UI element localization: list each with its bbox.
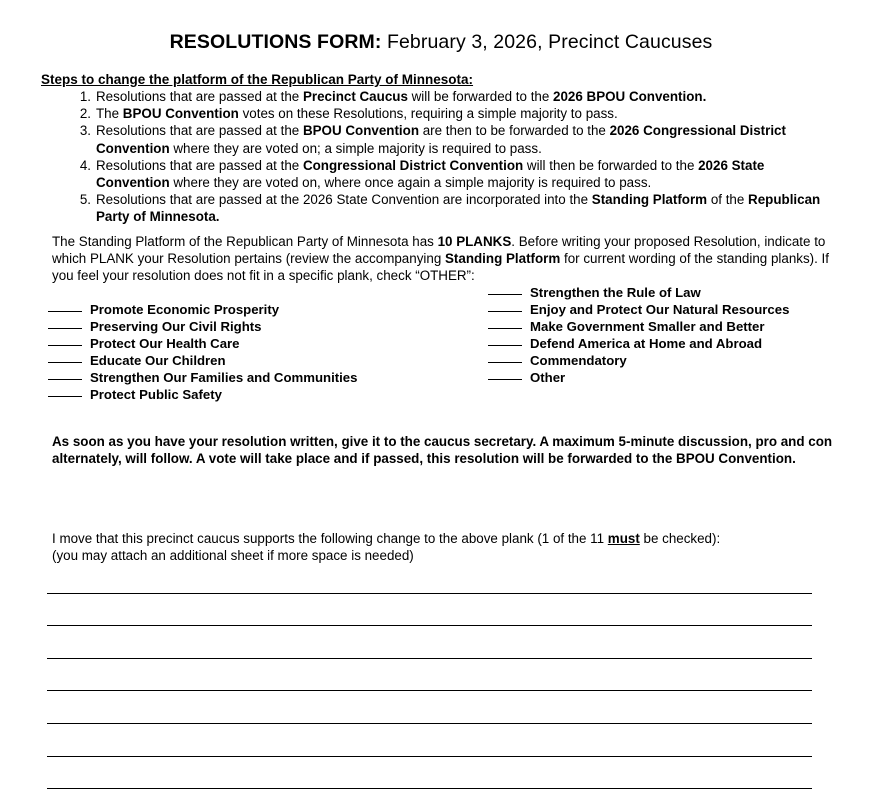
step-4-segment-0: Resolutions that are passed at the 2026 State Convention are incorporated into the bbox=[96, 192, 592, 208]
step-2-segment-3: 2026 Congressional District Convention bbox=[96, 123, 786, 156]
step-0-segment-3: 2026 BPOU Convention. bbox=[553, 89, 707, 104]
step-number: 3. bbox=[79, 123, 91, 139]
plank-checklist-right-column bbox=[488, 284, 789, 386]
step-4-segment-1: Standing Platform bbox=[591, 192, 708, 208]
plank-checkbox-blank[interactable] bbox=[48, 362, 82, 363]
writing-line[interactable] bbox=[47, 690, 812, 691]
plank-option-right-4[interactable] bbox=[488, 352, 789, 369]
motion-paragraph bbox=[52, 530, 852, 565]
plank-option-label: Strengthen Our Families and Communities bbox=[90, 370, 358, 385]
step-item bbox=[41, 157, 841, 191]
step-item bbox=[41, 105, 841, 122]
step-item bbox=[41, 191, 841, 225]
motion-line1-before: I move that this precinct caucus supports the following change to the above plank (1 of the 11 bbox=[52, 531, 608, 546]
plank-checkbox-blank[interactable] bbox=[48, 396, 82, 397]
plank-option-label: Promote Economic Prosperity bbox=[90, 302, 280, 317]
step-number: 2. bbox=[79, 106, 91, 122]
plank-checkbox-blank[interactable] bbox=[488, 311, 522, 312]
planks-intro-segment-4: for current wording of the standing planks). If you feel your resolution does not fit in a specific plank, check “OTHER”: bbox=[52, 251, 829, 284]
plank-option-label: Educate Our Children bbox=[90, 353, 226, 368]
step-2-segment-4: where they are voted on; a simple majority is required to pass. bbox=[169, 140, 542, 156]
plank-checkbox-blank[interactable] bbox=[48, 379, 82, 380]
step-1-segment-1: BPOU Convention bbox=[122, 106, 239, 122]
plank-checkbox-blank[interactable] bbox=[488, 362, 522, 363]
resolution-writing-lines bbox=[47, 561, 812, 789]
plank-checkbox-blank[interactable] bbox=[48, 328, 82, 329]
motion-line2: (you may attach an additional sheet if more space is needed) bbox=[52, 548, 414, 564]
plank-option-label: Make Government Smaller and Better bbox=[530, 319, 765, 334]
step-1-segment-0: The bbox=[96, 106, 123, 122]
plank-checkbox-blank[interactable] bbox=[488, 379, 522, 380]
plank-checklist-left-column bbox=[48, 301, 357, 403]
plank-option-label: Other bbox=[530, 370, 566, 385]
page-title bbox=[0, 30, 882, 54]
writing-line[interactable] bbox=[47, 593, 812, 594]
step-3-segment-2: will then be forwarded to the bbox=[523, 157, 699, 173]
step-number: 5. bbox=[79, 192, 91, 208]
plank-option-right-1[interactable] bbox=[488, 301, 789, 318]
plank-option-label: Protect Our Health Care bbox=[90, 336, 240, 351]
plank-checkbox-blank[interactable] bbox=[48, 311, 82, 312]
step-3-segment-0: Resolutions that are passed at the bbox=[96, 157, 303, 173]
step-item bbox=[41, 122, 841, 156]
step-2-segment-1: BPOU Convention bbox=[302, 123, 420, 139]
writing-line[interactable] bbox=[47, 756, 812, 757]
plank-option-right-3[interactable] bbox=[488, 335, 789, 352]
plank-option-label: Enjoy and Protect Our Natural Resources bbox=[530, 302, 790, 317]
plank-option-label: Protect Public Safety bbox=[90, 387, 222, 402]
step-text bbox=[96, 191, 841, 225]
writing-line[interactable] bbox=[47, 658, 812, 659]
steps-heading: Steps to change the platform of the Republican Party of Minnesota: bbox=[41, 72, 474, 87]
step-0-segment-0: Resolutions that are passed at the bbox=[96, 89, 303, 104]
writing-line[interactable] bbox=[47, 723, 812, 724]
step-0-segment-2: will be forwarded to the bbox=[407, 89, 554, 104]
plank-option-left-5[interactable] bbox=[48, 386, 357, 403]
planks-intro-segment-0: The Standing Platform of the Republican Party of Minnesota has bbox=[52, 234, 438, 249]
plank-checkbox-blank[interactable] bbox=[48, 345, 82, 346]
step-number: 4. bbox=[79, 157, 91, 173]
plank-option-label: Preserving Our Civil Rights bbox=[90, 319, 262, 334]
planks-intro-paragraph bbox=[52, 233, 842, 285]
step-3-segment-4: where they are voted on, where once again a simple majority is required to pass. bbox=[169, 175, 652, 191]
plank-option-label: Strengthen the Rule of Law bbox=[530, 285, 701, 300]
plank-option-left-4[interactable] bbox=[48, 369, 357, 386]
page-title-rest: February 3, 2026, Precinct Caucuses bbox=[381, 31, 713, 53]
step-3-segment-1: Congressional District Convention bbox=[302, 157, 524, 173]
plank-option-left-0[interactable] bbox=[48, 301, 357, 318]
step-text bbox=[96, 157, 841, 191]
planks-intro-segment-3: Standing Platform bbox=[444, 251, 561, 267]
plank-option-label: Defend America at Home and Abroad bbox=[530, 336, 763, 351]
instruction-paragraph: As soon as you have your resolution written, give it to the caucus secretary. A maximum 5-minute discussion, pro and con alternately, will follow. A vote will take place and if passed, this resolution will be forwarded to the BPOU Convention. bbox=[52, 434, 833, 467]
step-2-segment-0: Resolutions that are passed at the bbox=[96, 123, 303, 139]
step-text bbox=[96, 88, 841, 105]
steps-list bbox=[41, 88, 841, 226]
step-0-segment-1: Precinct Caucus bbox=[302, 89, 408, 104]
page-title-bold: RESOLUTIONS FORM: bbox=[169, 31, 382, 53]
step-1-segment-2: votes on these Resolutions, requiring a simple majority to pass. bbox=[238, 106, 618, 122]
motion-must-emphasis: must bbox=[607, 531, 640, 546]
plank-checkbox-blank[interactable] bbox=[488, 328, 522, 329]
step-2-segment-2: are then to be forwarded to the bbox=[419, 123, 610, 139]
step-text bbox=[96, 105, 841, 122]
plank-option-right-5[interactable] bbox=[488, 369, 789, 386]
plank-option-right-0[interactable] bbox=[488, 284, 789, 301]
step-number: 1. bbox=[79, 89, 91, 104]
plank-option-left-1[interactable] bbox=[48, 318, 357, 335]
plank-option-right-2[interactable] bbox=[488, 318, 789, 335]
planks-intro-segment-1: 10 PLANKS bbox=[437, 234, 512, 249]
plank-option-label: Commendatory bbox=[530, 353, 627, 368]
writing-line[interactable] bbox=[47, 625, 812, 626]
plank-checkbox-blank[interactable] bbox=[488, 345, 522, 346]
writing-line[interactable] bbox=[47, 788, 812, 789]
step-text bbox=[96, 122, 841, 156]
motion-line1-after: be checked): bbox=[639, 531, 721, 546]
step-3-segment-3: 2026 State Convention bbox=[96, 157, 765, 191]
step-item bbox=[41, 88, 841, 105]
plank-option-left-2[interactable] bbox=[48, 335, 357, 352]
step-4-segment-3: Republican Party of Minnesota. bbox=[96, 192, 821, 225]
step-4-segment-2: of the bbox=[707, 192, 749, 208]
plank-checkbox-blank[interactable] bbox=[488, 294, 522, 295]
plank-option-left-3[interactable] bbox=[48, 352, 357, 369]
planks-intro-segment-2: . Before writing your proposed Resolution, indicate to which PLANK your Resolution pertains (review the accompanying bbox=[52, 234, 826, 267]
